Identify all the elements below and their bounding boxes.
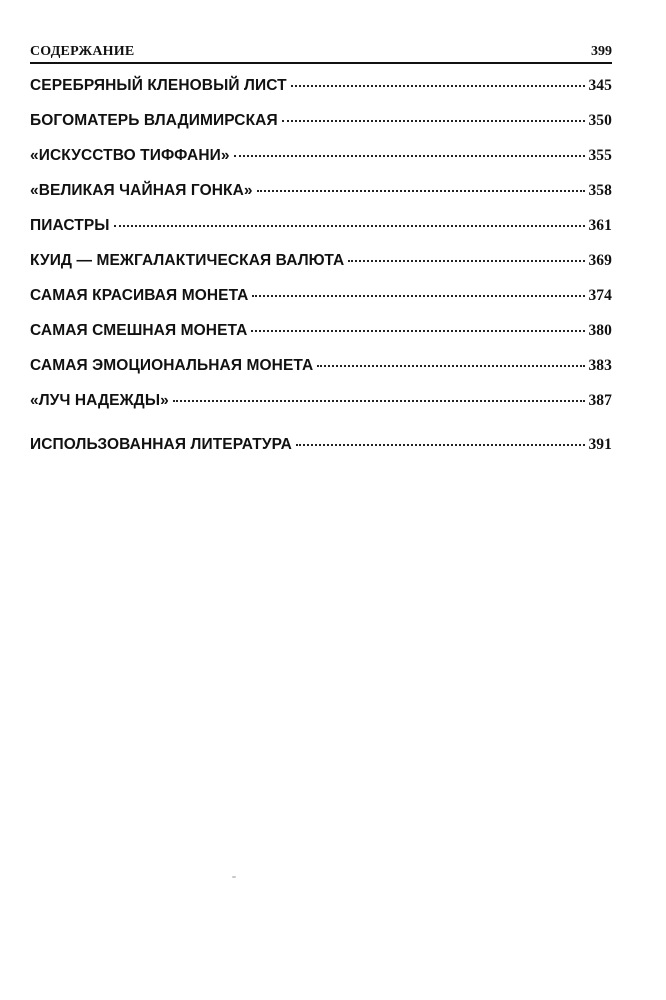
scan-speck — [232, 876, 236, 878]
toc-entry — [30, 77, 612, 112]
dot-leader — [173, 400, 586, 402]
dot-leader — [114, 225, 586, 227]
toc-entry — [30, 112, 612, 147]
toc-entry-page: 374 — [588, 287, 612, 304]
running-header-title: СОДЕРЖАНИЕ — [30, 44, 135, 59]
toc-entry-title: САМАЯ ЭМОЦИОНАЛЬНАЯ МОНЕТА — [30, 357, 314, 374]
toc-entry-page: 369 — [588, 252, 612, 269]
dot-leader — [291, 85, 586, 87]
toc-entry-page: 391 — [588, 436, 612, 453]
book-page — [30, 38, 612, 453]
toc-entry-title: ИСПОЛЬЗОВАННАЯ ЛИТЕРАТУРА — [30, 436, 292, 453]
toc-entry-title: КУИД — МЕЖГАЛАКТИЧЕСКАЯ ВАЛЮТА — [30, 252, 345, 269]
toc-entry — [30, 217, 612, 252]
toc-entry-page: 358 — [588, 182, 612, 199]
running-header — [30, 38, 612, 64]
dot-leader — [296, 444, 585, 446]
toc-entry-page: 383 — [588, 357, 612, 374]
table-of-contents — [30, 77, 612, 471]
dot-leader — [317, 365, 585, 367]
toc-entry — [30, 357, 612, 392]
toc-entry-page: 355 — [588, 147, 612, 164]
toc-entry — [30, 287, 612, 322]
toc-entry — [30, 252, 612, 287]
toc-entry — [30, 182, 612, 217]
toc-entry-page: 345 — [588, 77, 612, 94]
toc-entry-title: «ВЕЛИКАЯ ЧАЙНАЯ ГОНКА» — [30, 182, 253, 199]
running-header-page-number: 399 — [591, 44, 612, 59]
toc-entry — [30, 147, 612, 182]
toc-entry-page: 361 — [588, 217, 612, 234]
toc-entry-title: СЕРЕБРЯНЫЙ КЛЕНОВЫЙ ЛИСТ — [30, 77, 287, 94]
toc-entry-page: 350 — [588, 112, 612, 129]
toc-entry-title: «ИСКУССТВО ТИФФАНИ» — [30, 147, 230, 164]
toc-entry-title: «ЛУЧ НАДЕЖДЫ» — [30, 392, 169, 409]
dot-leader — [282, 120, 586, 122]
toc-entry-title: ПИАСТРЫ — [30, 217, 110, 234]
dot-leader — [234, 155, 586, 157]
toc-entry-bibliography — [30, 436, 612, 471]
toc-entry-page: 387 — [588, 392, 612, 409]
dot-leader — [348, 260, 585, 262]
toc-entry-title: САМАЯ КРАСИВАЯ МОНЕТА — [30, 287, 249, 304]
toc-entry — [30, 392, 612, 427]
toc-entry-title: БОГОМАТЕРЬ ВЛАДИМИРСКАЯ — [30, 112, 278, 129]
dot-leader — [252, 295, 585, 297]
toc-entry-title: САМАЯ СМЕШНАЯ МОНЕТА — [30, 322, 248, 339]
toc-entry — [30, 322, 612, 357]
dot-leader — [257, 190, 586, 192]
dot-leader — [251, 330, 585, 332]
toc-entry-page: 380 — [588, 322, 612, 339]
